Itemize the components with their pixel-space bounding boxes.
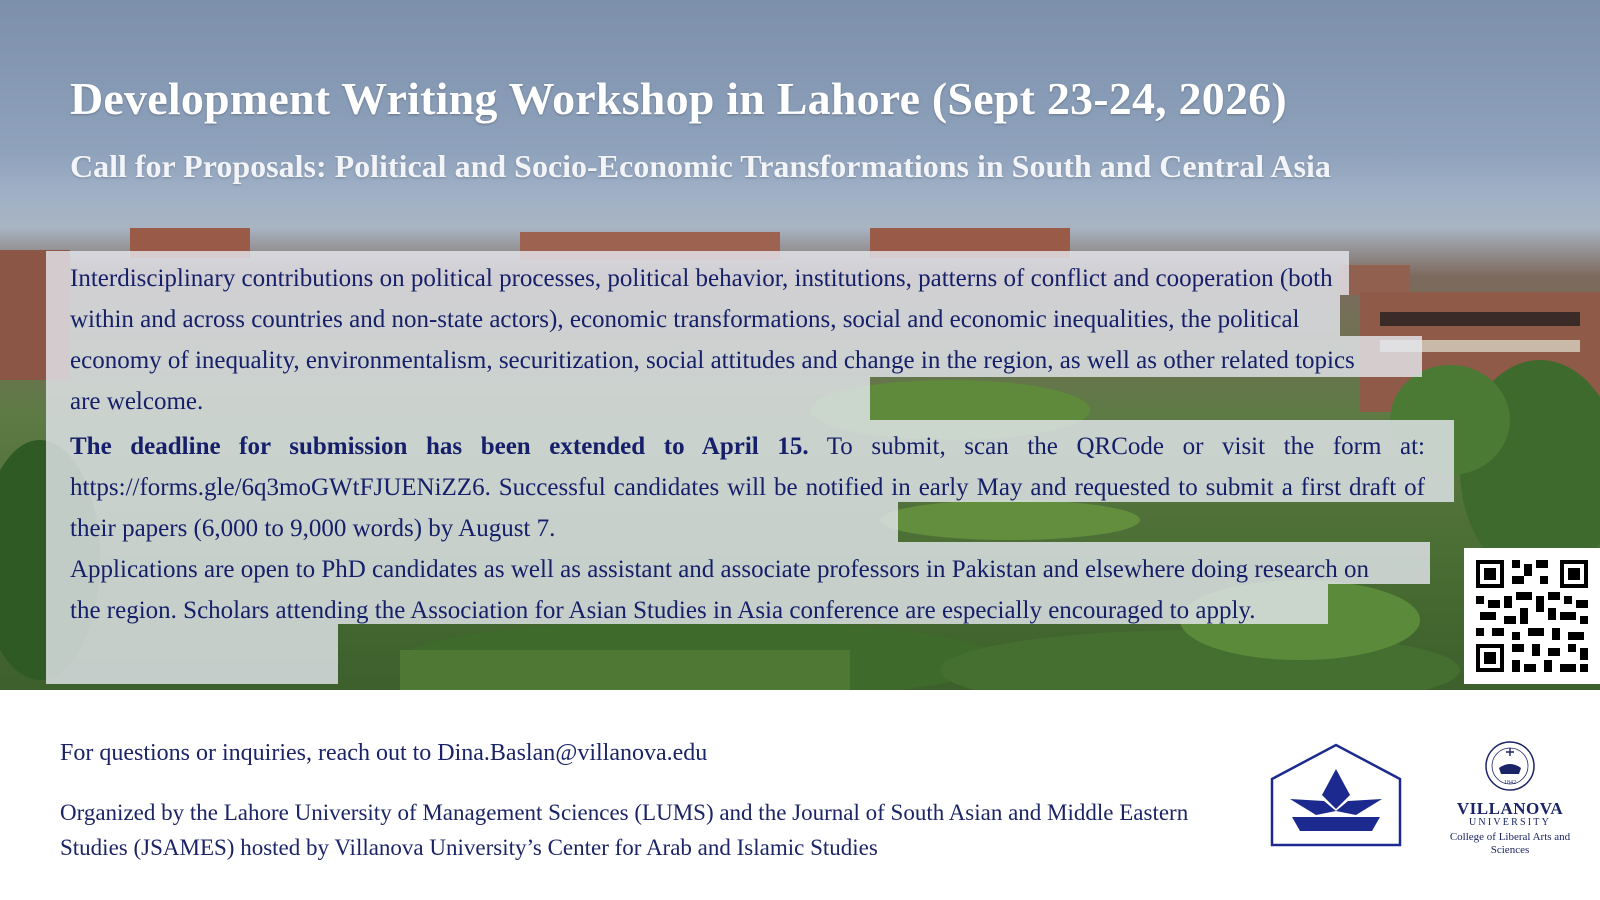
svg-text:LUMS: LUMS [1315, 828, 1357, 845]
villanova-university-label: UNIVERSITY [1469, 817, 1551, 828]
page-subtitle: Call for Proposals: Political and Socio-Economic Transformations in South and Central Asia [70, 148, 1331, 184]
page-title: Development Writing Workshop in Lahore (Sept 23-24, 2026) [70, 73, 1287, 124]
villanova-college-label: College of Liberal Arts and Sciences [1449, 831, 1571, 856]
deadline-text: The deadline for submission has been extended to April 15. [70, 433, 809, 460]
submission-paragraph [70, 426, 1425, 549]
villanova-logo [1440, 740, 1580, 857]
text-panel [46, 624, 338, 684]
contact-line: For questions or inquiries, reach out to Dina.Baslan@villanova.edu [60, 740, 708, 766]
villanova-name: VILLANOVA [1456, 799, 1564, 818]
submission-details: To submit, scan the QRCode or visit the form at: https://forms.gle/6q3moGWtFJUENiZZ6. Successful candidates will be notified in early May and requested to submit a first draft of their papers (6,000 to 9,000 words) by August 7. [70, 433, 1426, 542]
organizers-text: Organized by the Lahore University of Management Sciences (LUMS) and the Journal of South Asian and Middle Eastern Studies (JSAMES) hosted by Villanova University’s Center for Arab and Islamic Studies [60, 800, 1189, 860]
svg-text:1842: 1842 [1504, 780, 1516, 786]
topics-paragraph: Interdisciplinary contributions on political processes, political behavior, institutions, patterns of conflict and cooperation (both within and across countries and non-state actors), economic transformations, social and economic inequalities, the political economy of inequality, environmentalism, securitization, social attitudes and change in the region, as well as other related topics are welcome. [70, 265, 1355, 415]
qr-code-icon [1464, 548, 1600, 684]
lums-logo [1268, 741, 1404, 858]
eligibility-paragraph: Applications are open to PhD candidates as well as assistant and associate professors in Pakistan and elsewhere doing research on the region. Scholars attending the Association for Asian Studies in Asia conference are especially encouraged to apply. [70, 556, 1369, 624]
villanova-seal-icon [1484, 740, 1536, 792]
qr-code[interactable] [1464, 548, 1600, 684]
